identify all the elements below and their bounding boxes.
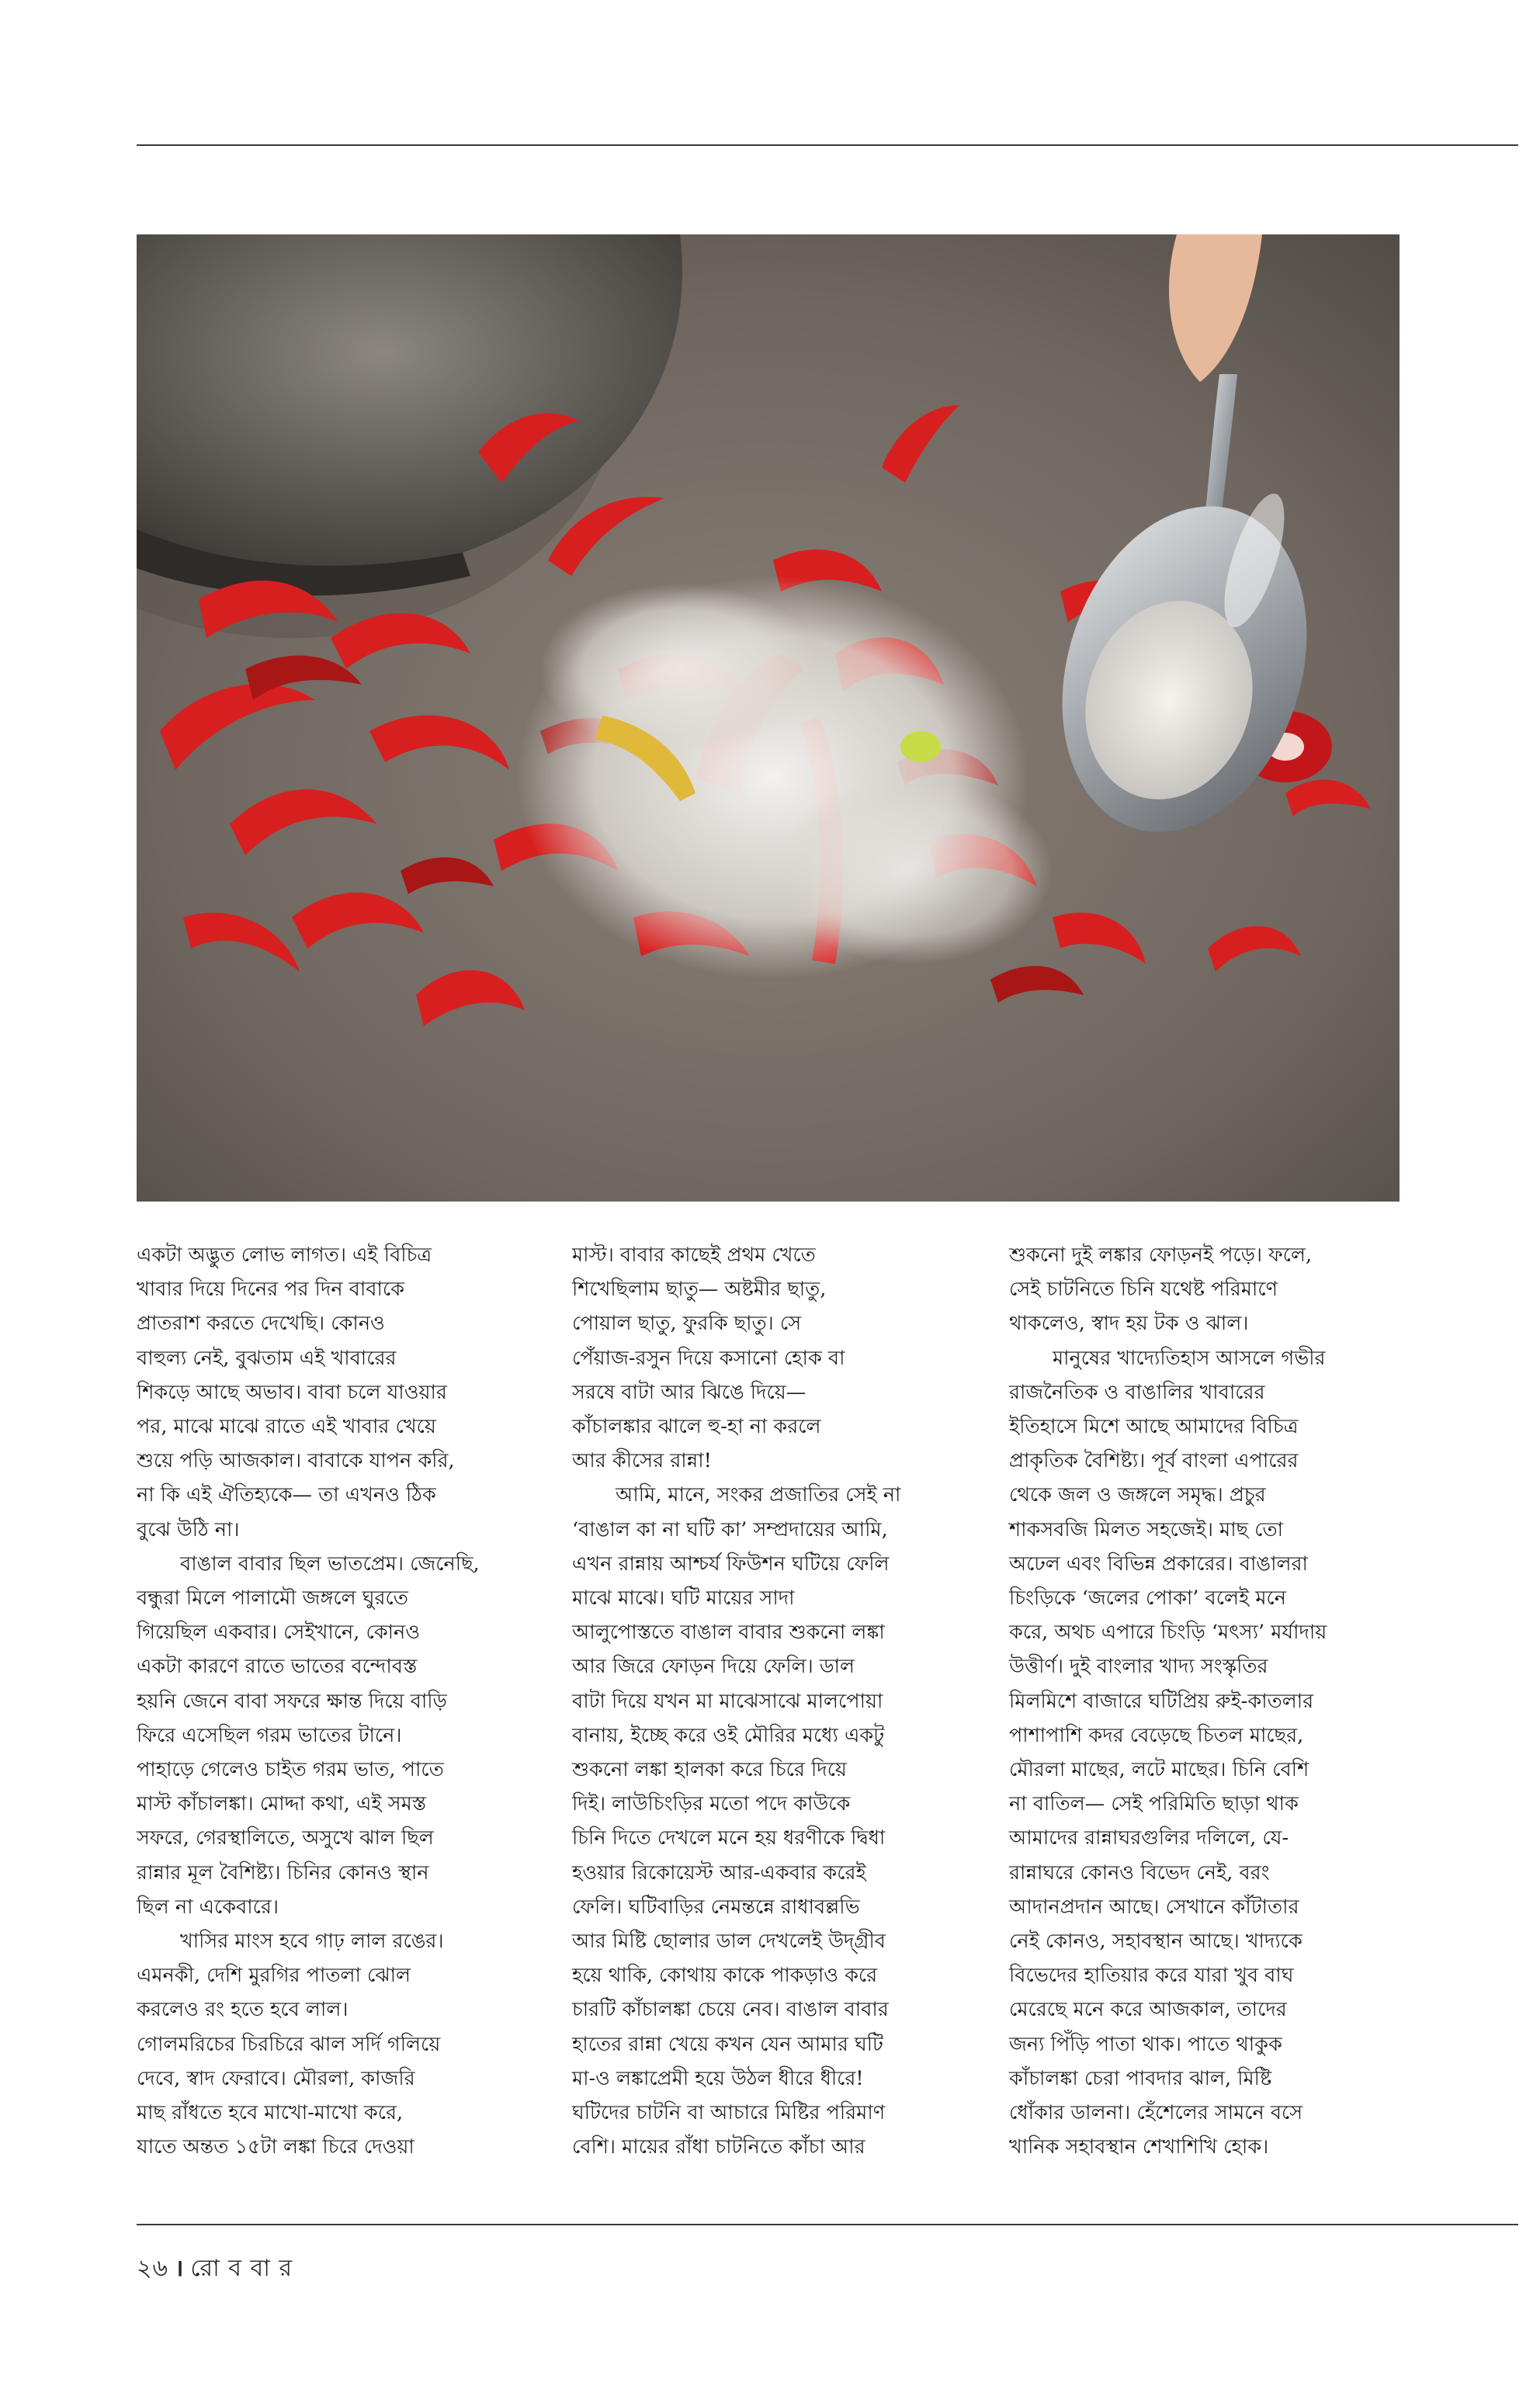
- text-line: মা-ও লঙ্কাপ্রেমী হয়ে উঠল ধীরে ধীরে!: [572, 2066, 864, 2090]
- text-line: কাঁচালঙ্কা চেরা পাবদার ঝাল, মিষ্টি: [1009, 2066, 1272, 2090]
- text-line: না কি এই ঐতিহ্যকে— তা এখনও ঠিক: [137, 1483, 436, 1507]
- text-line: রান্নাঘরে কোনও বিভেদ নেই, বরং: [1009, 1861, 1270, 1885]
- text-line: মিলমিশে বাজারে ঘটিপ্রিয় রুই-কাতলার: [1009, 1689, 1314, 1713]
- text-line: দেবে, স্বাদ ফেরাবে। মৌরলা, কাজরি: [137, 2066, 415, 2090]
- text-line: হওয়ার রিকোয়েস্ট আর-একবার করেই: [572, 1861, 866, 1885]
- text-line: একটা কারণে রাতে ভাতের বন্দোবস্ত: [137, 1655, 418, 1679]
- text-line: এখন রান্নায় আশ্চর্য ফিউশন ঘটিয়ে ফেলি: [572, 1552, 890, 1576]
- text-line: বিভেদের হাতিয়ার করে যারা খুব বাঘ: [1009, 1964, 1294, 1988]
- text-line: জন্য পিঁড়ি পাতা থাক। পাতে থাকুক: [1009, 2032, 1282, 2056]
- text-line: বন্ধুরা মিলে পালামৌ জঙ্গলে ঘুরতে: [137, 1587, 408, 1611]
- text-line: চিংড়িকে ‘জলের পোকা’ বলেই মনে: [1009, 1587, 1286, 1611]
- text-line: আলুপোস্ততে বাঙাল বাবার শুকনো লঙ্কা: [572, 1621, 885, 1645]
- text-line: মাস্ট। বাবার কাছেই প্রথম খেতে: [572, 1243, 816, 1267]
- text-line: মৌরলা মাছের, লটে মাছের। চিনি বেশি: [1009, 1758, 1309, 1782]
- page-footer: [137, 2249, 293, 2289]
- text-line: শুকনো দুই লঙ্কার ফোড়নই পড়ে। ফলে,: [1009, 1243, 1313, 1267]
- text-line: উত্তীর্ণ। দুই বাংলার খাদ্য সংস্কৃতির: [1009, 1655, 1268, 1679]
- text-line: শুকনো লঙ্কা হালকা করে চিরে দিয়ে: [572, 1758, 847, 1782]
- text-line: করে, অথচ এপারে চিংড়ি ‘মৎস্য’ মর্যাদায়: [1009, 1621, 1327, 1645]
- text-line: এমনকী, দেশি মুরগির পাতলা ঝোল: [137, 1964, 411, 1988]
- text-line: শিখেছিলাম ছাতু— অষ্টমীর ছাতু,: [572, 1278, 827, 1302]
- text-line: সফরে, গেরস্থালিতে, অসুখে ঝাল ছিল: [137, 1826, 434, 1850]
- chilli-mortar-photo: [137, 234, 1400, 1202]
- text-line: সেই চাটনিতে চিনি যথেষ্ট পরিমাণে: [1009, 1278, 1278, 1302]
- text-line: আদানপ্রদান আছে। সেখানে কাঁটাতার: [1009, 1895, 1299, 1919]
- text-column-2: [572, 1238, 960, 2164]
- text-line: গোলমরিচের চিরচিরে ঝাল সর্দি গলিয়ে: [137, 2032, 441, 2056]
- text-line: খাসির মাংস হবে গাঢ় লাল রঙের।: [180, 1930, 444, 1954]
- text-line: প্রাকৃতিক বৈশিষ্ট্য। পূর্ব বাংলা এপারের: [1009, 1449, 1299, 1473]
- text-line: খাবার দিয়ে দিনের পর দিন বাবাকে: [137, 1278, 404, 1302]
- text-line: মানুষের খাদ্যেতিহাস আসলে গভীর: [1053, 1346, 1326, 1370]
- text-line: ঘটিদের চাটনি বা আচারে মিষ্টির পরিমাণ: [572, 2101, 886, 2125]
- text-line: বাহুল্য নেই, বুঝতাম এই খাবারের: [137, 1346, 397, 1370]
- text-line: আর মিষ্টি ছোলার ডাল দেখলেই উদ্গ্রীব: [572, 1930, 886, 1954]
- text-line: ফেলি। ঘটিবাড়ির নেমন্তন্নে রাধাবল্লভি: [572, 1895, 860, 1919]
- text-line: করলেও রং হতে হবে লাল।: [137, 1998, 349, 2022]
- text-line: খানিক সহাবস্থান শেখাশিখি হোক।: [1009, 2135, 1269, 2159]
- text-line: আমি, মানে, সংকর প্রজাতির সেই না: [616, 1483, 901, 1507]
- text-line: দিই। লাউচিংড়ির মতো পদে কাউকে: [572, 1792, 851, 1816]
- text-line: ইতিহাসে মিশে আছে আমাদের বিচিত্র: [1009, 1415, 1299, 1439]
- top-rule: [137, 144, 1518, 146]
- text-line: হয়ে থাকি, কোথায় কাকে পাকড়াও করে: [572, 1964, 878, 1988]
- text-line: নেই কোনও, সহাবস্থান আছে। খাদ্যকে: [1009, 1930, 1302, 1954]
- text-line: পোয়াল ছাতু, ফুরকি ছাতু। সে: [572, 1312, 802, 1336]
- text-line: ফিরে এসেছিল গরম ভাতের টানে।: [137, 1723, 402, 1747]
- text-line: সরষে বাটা আর ঝিঙে দিয়ে—: [572, 1380, 806, 1404]
- section-name: রো ব বা র: [190, 2255, 293, 2282]
- text-line: বাটা দিয়ে যখন মা মাঝেসাঝে মালপোয়া: [572, 1689, 883, 1713]
- text-line: বেশি। মায়ের রাঁধা চাটনিতে কাঁচা আর: [572, 2135, 865, 2159]
- text-line: হাতের রান্না খেয়ে কখন যেন আমার ঘটি: [572, 2032, 883, 2056]
- bottom-rule: [137, 2224, 1518, 2225]
- text-line: মাঝে মাঝে। ঘটি মায়ের সাদা: [572, 1587, 795, 1611]
- text-line: পেঁয়াজ-রসুন দিয়ে কসানো হোক বা: [572, 1346, 845, 1370]
- text-line: প্রাতরাশ করতে দেখেছি। কোনও: [137, 1312, 385, 1336]
- text-line: পাহাড়ে গেলেও চাইত গরম ভাত, পাতে: [137, 1758, 444, 1782]
- text-line: অঢেল এবং বিভিন্ন প্রকারের। বাঙালরা: [1009, 1552, 1308, 1576]
- text-line: আর কীসের রান্না!: [572, 1449, 712, 1473]
- text-column-3: [1009, 1238, 1397, 2164]
- text-line: কাঁচালঙ্কার ঝালে হু-হা না করলে: [572, 1415, 821, 1439]
- text-line: চিনি দিতে দেখলে মনে হয় ধরণীকে দ্বিধা: [572, 1826, 886, 1850]
- text-line: চারটি কাঁচালঙ্কা চেয়ে নেব। বাঙাল বাবার: [572, 1998, 889, 2022]
- text-line: পাশাপাশি কদর বেড়েছে চিতল মাছের,: [1009, 1723, 1304, 1747]
- text-line: না বাতিল— সেই পরিমিতি ছাড়া থাক: [1009, 1792, 1299, 1816]
- text-line: আর জিরে ফোড়ন দিয়ে ফেলি। ডাল: [572, 1655, 855, 1679]
- text-line: একটা অদ্ভুত লোভ লাগত। এই বিচিত্র: [137, 1243, 432, 1267]
- text-line: হয়নি জেনে বাবা সফরে ক্ষান্ত দিয়ে বাড়ি: [137, 1689, 447, 1713]
- text-line: গিয়েছিল একবার। সেইখানে, কোনও: [137, 1621, 421, 1645]
- text-line: মাস্ট কাঁচালঙ্কা। মোদ্দা কথা, এই সমস্ত: [137, 1792, 427, 1816]
- text-line: শিকড়ে আছে অভাব। বাবা চলে যাওয়ার: [137, 1380, 447, 1404]
- text-line: মাছ রাঁধতে হবে মাখো-মাখো করে,: [137, 2101, 404, 2125]
- text-line: ধোঁকার ডালনা। হেঁশেলের সামনে বসে: [1009, 2101, 1303, 2125]
- text-line: বাঙাল বাবার ছিল ভাতপ্রেম। জেনেছি,: [180, 1552, 480, 1576]
- text-line: রান্নার মূল বৈশিষ্ট্য। চিনির কোনও স্থান: [137, 1861, 429, 1885]
- text-line: পর, মাঝে মাঝে রাতে এই খাবার খেয়ে: [137, 1415, 436, 1439]
- footer-separator: ।: [175, 2255, 185, 2282]
- text-line: শাকসবজি মিলত সহজেই। মাছ তো: [1009, 1517, 1284, 1542]
- text-line: থাকলেও, স্বাদ হয় টক ও ঝাল।: [1009, 1312, 1249, 1336]
- page-number: ২৬: [137, 2255, 169, 2282]
- text-line: যাতে অন্তত ১৫টা লঙ্কা চিরে দেওয়া: [137, 2135, 414, 2159]
- text-line: রাজনৈতিক ও বাঙালির খাবারের: [1009, 1380, 1265, 1404]
- text-line: আমাদের রান্নাঘরগুলির দলিলে, যে-: [1009, 1826, 1289, 1850]
- text-line: মেরেছে মনে করে আজকাল, তাদের: [1009, 1998, 1287, 2022]
- text-line: ছিল না একেবারে।: [137, 1895, 279, 1919]
- text-column-1: [137, 1238, 525, 2164]
- text-line: বানায়, ইচ্ছে করে ওই মৌরির মধ্যে একটু: [572, 1723, 885, 1747]
- text-line: থেকে জল ও জঙ্গলে সমৃদ্ধ। প্রচুর: [1009, 1483, 1266, 1507]
- text-line: শুয়ে পড়ি আজকাল। বাবাকে যাপন করি,: [137, 1449, 455, 1473]
- text-line: ‘বাঙাল কা না ঘটি কা’ সম্প্রদায়ের আমি,: [572, 1517, 888, 1542]
- text-line: বুঝে উঠি না।: [137, 1517, 240, 1542]
